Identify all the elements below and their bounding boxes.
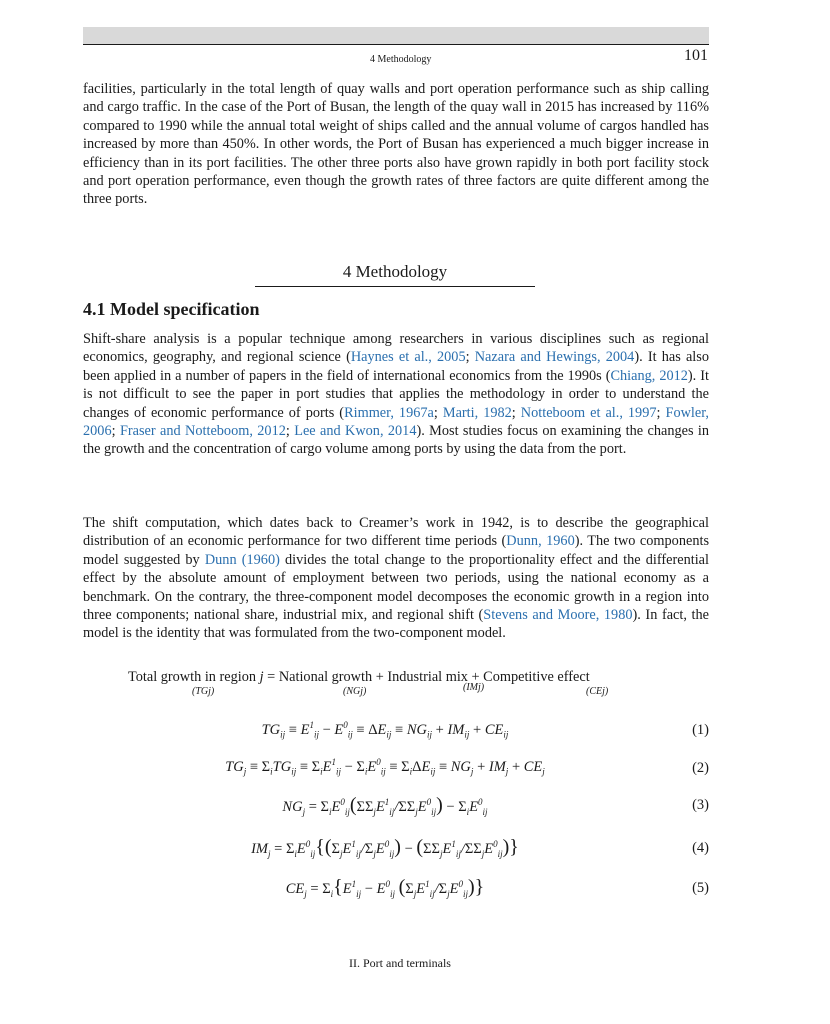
shift-share-paragraph: Shift-share analysis is a popular technique among researchers in various disciplines such as regional economics, geography, and regional science (Haynes et al., 2005; Nazara and Hewings, 2004). It has also been applied in a number of papers in the field of international economics from the 1990s (Chiang, 2012). It is not difficult to see the paper in port studies that applies the methodology in order to understand the changes of economic performance of ports (Rimmer, 1967a; Marti, 1982; Notteboom et al., 1997; Fowler, 2006; Fraser and Notteboom, 2012; Lee and Kwon, 2014). Most studies focus on examining the changes in the growth and the concentration of cargo volume among ports by using the data from the port.	[83, 331, 710, 458]
equation-number: (5)	[692, 880, 709, 896]
citation-link[interactable]: Fraser and Notteboom, 2012	[119, 423, 286, 440]
ng-abbreviation: (NGj)	[343, 686, 367, 697]
header-rule	[83, 44, 709, 45]
equation-number: (1)	[692, 722, 709, 738]
citation-link[interactable]: Fowler, 2006	[83, 404, 710, 440]
equation-4: $IM_j = \Sigma_iE^0_{ij}\{(\Sigma_jE^1_{ij}/\Sigma_jE^0_{ij}) - (\Sigma\Sigma_jE^1_{ij}/\Sigma\Sigma_jE^0_{ij})\}$	[251, 836, 519, 859]
im-abbreviation: (IMj)	[463, 682, 485, 693]
equation-5: $CE_j = \Sigma_i\{E^1_{ij} - E^0_{ij}$ $(\Sigma_jE^1_{ij}/\Sigma_jE^0_{ij})$}	[285, 876, 485, 899]
citation-link[interactable]: Notteboom et al., 1997	[520, 404, 657, 421]
citation-link[interactable]: Dunn (1960)	[204, 551, 280, 568]
equation-number: (4)	[692, 840, 709, 856]
running-head: 4 Methodology	[370, 54, 432, 65]
page-number: 101	[684, 47, 708, 64]
subsection-title: 4.1 Model specification	[83, 299, 260, 319]
shift-computation-paragraph: The shift computation, which dates back to Creamer’s work in 1942, is to describe the geographical distribution of an economic performance for two different time periods (Dunn, 1960). The two components model suggested by Dunn (1960) divides the total change to the proportionality effect and the differential effect by the absolute amount of employment between two periods, using the national economy as a benchmark. On the contrary, the three-component model decomposes the economic growth in a region into three components; national share, industrial mix, and regional shift (Stevens and Moore, 1980). In fact, the model is the identity that was formulated from the two-component model.	[83, 515, 710, 642]
section-title: 4 Methodology	[255, 262, 535, 287]
citation-link[interactable]: Rimmer, 1967a	[344, 404, 434, 421]
equation-2: $TG_j \equiv \Sigma_iTG_{ij} \equiv \Sigma_iE^1_{ij} - \Sigma_iE^0_{ij} \equiv \Sigma_i\Delta E_{ij} \equiv NG_j + IM_j + CE_j$	[225, 757, 545, 777]
citation-link[interactable]: Haynes et al., 2005	[350, 349, 466, 366]
equation-number: (2)	[692, 760, 709, 776]
tg-abbreviation: (TGj)	[192, 686, 215, 697]
citation-link[interactable]: Marti, 1982	[442, 404, 512, 421]
citation-link[interactable]: Lee and Kwon, 2014	[294, 423, 417, 440]
citation-link[interactable]: Stevens and Moore, 1980	[483, 607, 633, 624]
equation-3: $NG_j = \Sigma_iE^0_{ij}(\Sigma\Sigma_jE^1_{ij}/\Sigma\Sigma_jE^0_{ij}) - \Sigma_iE^0_{ij}$	[282, 794, 488, 817]
equation-1: $TG_{ij} \equiv E^1_{ij} - E^0_{ij} \equiv \Delta E_{ij} \equiv NG_{ij} + IM_{ij} + CE_{ij}$	[261, 720, 509, 740]
identity-equation: Total growth in region j = National growth + Industrial mix + Competitive effect	[128, 669, 590, 685]
ce-abbreviation: (CEj)	[586, 686, 609, 697]
page-footer: II. Port and terminals	[349, 956, 451, 970]
citation-link[interactable]: Dunn, 1960	[506, 533, 575, 550]
equation-number: (3)	[692, 797, 709, 813]
header-band	[83, 27, 709, 44]
citation-link[interactable]: Chiang, 2012	[610, 367, 688, 384]
intro-paragraph: facilities, particularly in the total length of quay walls and port operation performance such as ship calling and cargo traffic. In the case of the Port of Busan, the length of the quay wall in 2015 has increased by 116% compared to 1990 while the annual total weight of ships called and the annual volume of cargos handled has increased by more than 450%. In other words, the Port of Busan has experienced a much bigger increase in efficiency than in its port facilities. The other three ports also have grown rapidly in both port facility stock and port operation performance, even though the growth rates of three factors are quite different among the three ports.	[83, 81, 709, 208]
citation-link[interactable]: Nazara and Hewings, 2004	[474, 349, 635, 366]
